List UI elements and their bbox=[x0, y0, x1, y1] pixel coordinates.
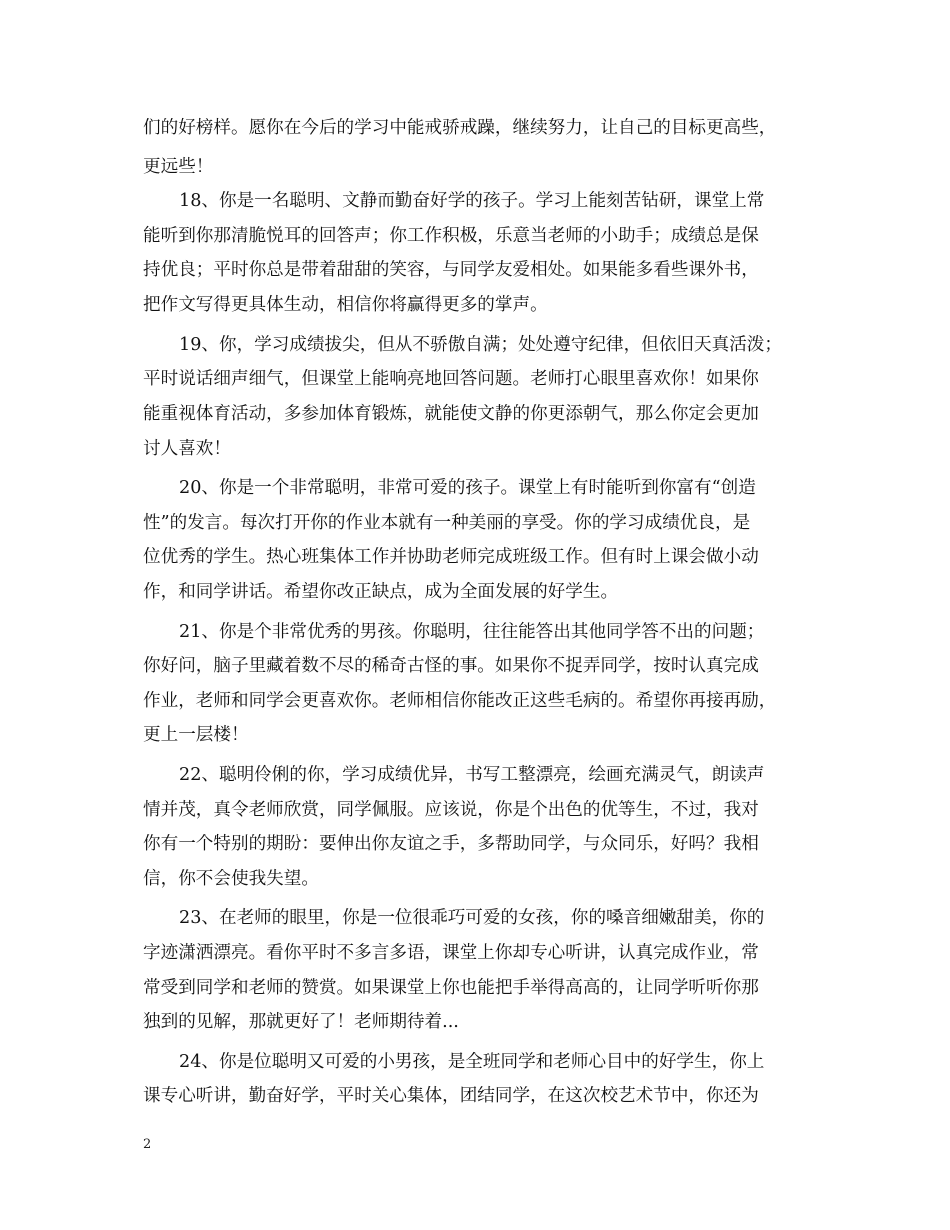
text-line: 你好问，脑子里藏着数不尽的稀奇古怪的事。如果你不捉弄同学，按时认真完成 bbox=[143, 656, 759, 676]
text-line: 独到的见解，那就更好了！老师期待着... bbox=[143, 1012, 459, 1032]
text-line: 们的好榜样。愿你在今后的学习中能戒骄戒躁，继续努力，让自己的目标更高些， bbox=[143, 118, 777, 138]
text-line: 字迹潇洒漂亮。看你平时不多言多语，课堂上你却专心听讲，认真完成作业，常 bbox=[143, 943, 759, 963]
page-number: 2 bbox=[143, 1137, 152, 1152]
text-line: 持优良；平时你总是带着甜甜的笑容，与同学友爱相处。如果能多看些课外书， bbox=[143, 260, 759, 280]
text-line: 23、在老师的眼里，你是一位很乖巧可爱的女孩，你的嗓音细嫩甜美，你的 bbox=[179, 908, 765, 928]
text-line: 19、你，学习成绩拔尖，但从不骄傲自满；处处遵守纪律，但依旧天真活泼； bbox=[179, 335, 782, 355]
text-line: 常受到同学和老师的赞赏。如果课堂上你也能把手举得高高的，让同学听听你那 bbox=[143, 978, 759, 998]
text-line: 能听到你那清脆悦耳的回答声；你工作积极，乐意当老师的小助手；成绩总是保 bbox=[143, 226, 759, 246]
text-line: 更上一层楼！ bbox=[143, 725, 249, 745]
text-line: 21、你是个非常优秀的男孩。你聪明，往往能答出其他同学答不出的问题； bbox=[179, 622, 765, 642]
text-line: 作业，老师和同学会更喜欢你。老师相信你能改正这些毛病的。希望你再接再励， bbox=[143, 691, 777, 711]
text-line: 24、你是位聪明又可爱的小男孩，是全班同学和老师心目中的好学生，你上 bbox=[179, 1052, 765, 1072]
text-line: 能重视体育活动，多参加体育锻炼，就能使文静的你更添朝气，那么你定会更加 bbox=[143, 404, 759, 424]
text-line: 性”的发言。每次打开你的作业本就有一种美丽的享受。你的学习成绩优良，是 bbox=[143, 513, 751, 533]
text-line: 20、你是一个非常聪明，非常可爱的孩子。课堂上有时能听到你富有“创造 bbox=[179, 478, 756, 498]
text-line: 情并茂，真令老师欣赏，同学佩服。应该说，你是个出色的优等生，不过，我对 bbox=[143, 800, 759, 820]
text-line: 课专心听讲，勤奋好学，平时关心集体，团结同学，在这次校艺术节中，你还为 bbox=[143, 1086, 759, 1106]
text-line: 更远些！ bbox=[143, 157, 214, 177]
text-line: 讨人喜欢！ bbox=[143, 439, 231, 459]
text-line: 22、聪明伶俐的你，学习成绩优异，书写工整漂亮，绘画充满灵气，朗读声 bbox=[179, 765, 765, 785]
text-line: 信，你不会使我失望。 bbox=[143, 869, 319, 889]
text-line: 位优秀的学生。热心班集体工作并协助老师完成班级工作。但有时上课会做小动 bbox=[143, 547, 759, 567]
text-line: 作，和同学讲话。希望你改正缺点，成为全面发展的好学生。 bbox=[143, 582, 619, 602]
text-line: 平时说话细声细气，但课堂上能响亮地回答问题。老师打心眼里喜欢你！如果你 bbox=[143, 369, 759, 389]
text-line: 把作文写得更具体生动，相信你将赢得更多的掌声。 bbox=[143, 295, 548, 315]
text-line: 18、你是一名聪明、文静而勤奋好学的孩子。学习上能刻苦钻研，课堂上常 bbox=[179, 191, 765, 211]
text-line: 你有一个特别的期盼：要伸出你友谊之手，多帮助同学，与众同乐，好吗？我相 bbox=[143, 834, 759, 854]
